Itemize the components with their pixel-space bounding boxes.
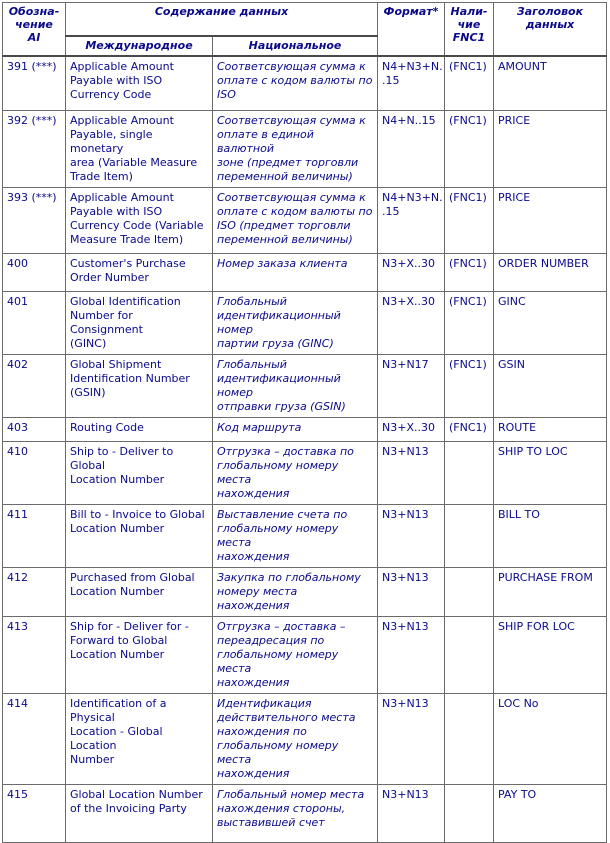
header-content: Содержание данных [66,3,378,37]
header-international: Международное [66,36,213,56]
cell-format: N3+N13 [378,616,445,693]
cell-international: Applicable Amount Payable, single monetary area (Variable Measure Trade Item) [66,110,213,187]
cell-ai: 411 [3,504,66,567]
cell-format: N3+N13 [378,567,445,616]
cell-format: N3+N17 [378,354,445,417]
cell-ai: 415 [3,784,66,842]
cell-ai: 401 [3,291,66,354]
table-row [3,253,607,291]
header-national: Национальное [213,36,378,56]
table-row [3,784,607,842]
cell-national: Закупка по глобальному номеру места нахождения [213,567,378,616]
table-body [3,56,607,842]
cell-fnc1: (FNC1) [445,56,494,110]
cell-international: Global Shipment Identification Number (GSIN) [66,354,213,417]
header-ai: Обозна- чение AI [3,3,66,57]
cell-ai: 392 (***) [3,110,66,187]
cell-national: Код маршрута [213,417,378,441]
cell-national: Выставление счета по глобальному номеру места нахождения [213,504,378,567]
cell-fnc1: (FNC1) [445,110,494,187]
table-row [3,56,607,110]
cell-format: N3+N13 [378,693,445,784]
cell-national: Глобальный идентификационный номер отправки груза (GSIN) [213,354,378,417]
cell-fnc1: (FNC1) [445,291,494,354]
cell-international: Routing Code [66,417,213,441]
cell-title: LOC No [494,693,607,784]
cell-ai: 403 [3,417,66,441]
cell-title: PAY TO [494,784,607,842]
cell-title: GINC [494,291,607,354]
table-row [3,187,607,253]
cell-format: N4+N..15 [378,110,445,187]
cell-format: N3+N13 [378,504,445,567]
cell-fnc1 [445,616,494,693]
cell-international: Purchased from Global Location Number [66,567,213,616]
ai-table-wrapper [2,2,606,843]
cell-national: Глобальный номер места нахождения стороны, выставившей счет [213,784,378,842]
cell-national: Отгрузка – доставка по глобальному номеру места нахождения [213,441,378,504]
table-row [3,616,607,693]
cell-national: Соответсвующая сумма к оплате с кодом валюты по ISO [213,56,378,110]
cell-ai: 402 [3,354,66,417]
cell-format: N3+X..30 [378,417,445,441]
cell-fnc1: (FNC1) [445,354,494,417]
cell-title: AMOUNT [494,56,607,110]
cell-international: Global Location Number of the Invoicing Party [66,784,213,842]
cell-format: N4+N3+N. .15 [378,187,445,253]
header-format: Формат* [378,3,445,57]
table-row [3,291,607,354]
cell-ai: 391 (***) [3,56,66,110]
table-row [3,693,607,784]
table-row [3,567,607,616]
cell-international: Applicable Amount Payable with ISO Currency Code [66,56,213,110]
table-row [3,441,607,504]
cell-format: N3+N13 [378,784,445,842]
ai-table [2,2,607,843]
cell-title: GSIN [494,354,607,417]
cell-national: Номер заказа клиента [213,253,378,291]
cell-international: Identification of a Physical Location - Global Location Number [66,693,213,784]
cell-title: BILL TO [494,504,607,567]
cell-format: N3+X..30 [378,253,445,291]
cell-international: Applicable Amount Payable with ISO Currency Code (Variable Measure Trade Item) [66,187,213,253]
cell-fnc1: (FNC1) [445,417,494,441]
cell-title: PRICE [494,187,607,253]
cell-ai: 414 [3,693,66,784]
cell-international: Bill to - Invoice to Global Location Number [66,504,213,567]
cell-fnc1 [445,504,494,567]
cell-title: ORDER NUMBER [494,253,607,291]
cell-national: Соответсвующая сумма к оплате с кодом валюты по ISO (предмет торговли переменной величины) [213,187,378,253]
header-title: Заголовок данных [494,3,607,57]
cell-title: PRICE [494,110,607,187]
cell-ai: 410 [3,441,66,504]
cell-title: PURCHASE FROM [494,567,607,616]
cell-fnc1: (FNC1) [445,253,494,291]
cell-title: SHIP FOR LOC [494,616,607,693]
cell-international: Customer's Purchase Order Number [66,253,213,291]
cell-national: Соответсвующая сумма к оплате в единой валютной зоне (предмет торговли переменной величины) [213,110,378,187]
cell-fnc1 [445,441,494,504]
cell-ai: 412 [3,567,66,616]
table-row [3,354,607,417]
cell-format: N3+X..30 [378,291,445,354]
cell-fnc1: (FNC1) [445,187,494,253]
cell-format: N3+N13 [378,441,445,504]
cell-ai: 393 (***) [3,187,66,253]
cell-national: Отгрузка – доставка – переадресация по глобальному номеру места нахождения [213,616,378,693]
cell-fnc1 [445,567,494,616]
cell-international: Ship to - Deliver to Global Location Number [66,441,213,504]
cell-fnc1 [445,693,494,784]
cell-ai: 413 [3,616,66,693]
cell-format: N4+N3+N. .15 [378,56,445,110]
cell-title: SHIP TO LOC [494,441,607,504]
cell-national: Идентификация действительного места нахождения по глобальному номеру места нахождения [213,693,378,784]
table-row [3,110,607,187]
cell-fnc1 [445,784,494,842]
cell-national: Глобальный идентификационный номер партии груза (GINC) [213,291,378,354]
cell-title: ROUTE [494,417,607,441]
table-row [3,504,607,567]
header-fnc1: Нали- чие FNC1 [445,3,494,57]
cell-ai: 400 [3,253,66,291]
cell-international: Global Identification Number for Consignment (GINC) [66,291,213,354]
table-row [3,417,607,441]
cell-international: Ship for - Deliver for - Forward to Global Location Number [66,616,213,693]
table-header [3,3,607,57]
